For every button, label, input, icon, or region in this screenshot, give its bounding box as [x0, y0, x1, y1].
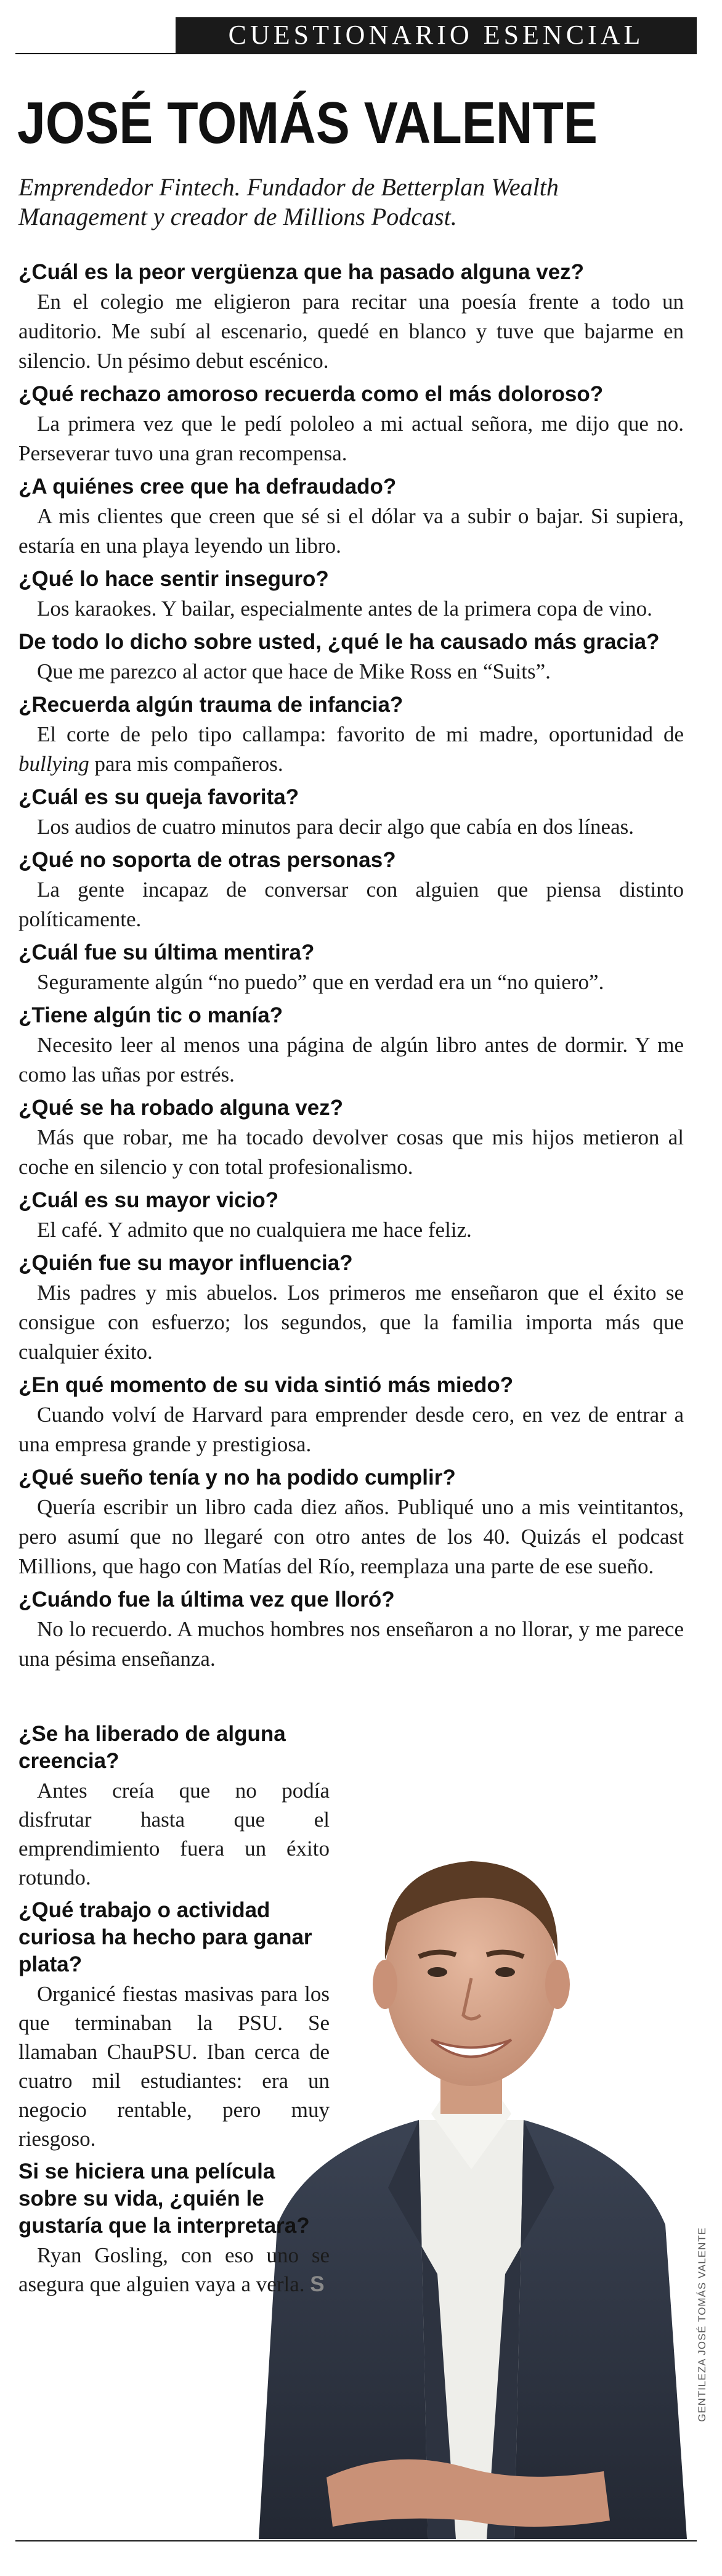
- interviewee-subtitle: Emprendedor Fintech. Fundador de Betterplan Wealth Management y creador de Millions Podcast.: [18, 173, 559, 230]
- interviewee-name: JOSÉ TOMÁS VALENTE: [17, 90, 598, 156]
- answer-tail: para mis compañeros.: [89, 752, 283, 776]
- question: ¿En qué momento de su vida sintió más miedo?: [18, 1373, 514, 1397]
- answer: Cuando volví de Harvard para emprender desde cero, en vez de entrar a una empresa grande y prestigiosa.: [18, 1403, 684, 1456]
- question: ¿Cuál es su queja favorita?: [18, 785, 299, 809]
- bottom-rule: [15, 2540, 697, 2541]
- answer-emphasis: bullying: [18, 752, 89, 776]
- answer: [18, 2241, 330, 2299]
- qa-main: [18, 259, 684, 1679]
- question: ¿Se ha liberado de alguna creencia?: [18, 1722, 286, 1773]
- question: Si se hiciera una película sobre su vida, ¿quién le gustaría que la interpretara?: [18, 2159, 310, 2238]
- answer: No lo recuerdo. A muchos hombres nos enseñaron a no llorar, y me parece una pésima enseñanza.: [18, 1617, 684, 1671]
- question: De todo lo dicho sobre usted, ¿qué le ha causado más gracia?: [18, 630, 660, 654]
- photo-credit: GENTILEZA JOSÉ TOMÁS VALENTE: [696, 2227, 708, 2422]
- answer: Necesito leer al menos una página de algún libro antes de dormir. Y me como las uñas por estrés.: [18, 1033, 684, 1086]
- answer: Organicé fiestas masivas para los que terminaban la PSU. Se llamaban ChauPSU. Iban cerca de cuatro mil estudiantes: era un negocio rentable, pero muy riesgoso.: [18, 1982, 330, 2151]
- answer: La gente incapaz de conversar con alguien que piensa distinto políticamente.: [18, 878, 684, 931]
- question: ¿Qué rechazo amoroso recuerda como el más doloroso?: [18, 382, 604, 406]
- answer: Los audios de cuatro minutos para decir algo que cabía en dos líneas.: [37, 815, 634, 839]
- answer: Los karaokes. Y bailar, especialmente antes de la primera copa de vino.: [37, 597, 652, 621]
- question: ¿Cuándo fue la última vez que lloró?: [18, 1588, 395, 1612]
- question: ¿Qué no soporta de otras personas?: [18, 848, 396, 872]
- answer-text: El corte de pelo tipo callampa: favorito de mi madre, oportunidad de: [37, 722, 684, 746]
- question: ¿A quiénes cree que ha defraudado?: [18, 475, 397, 499]
- answer: En el colegio me eligieron para recitar una poesía frente a todo un auditorio. Me subí al escenario, quedé en blanco y tuve que bajarme en silencio. Un pésimo debut escénico.: [18, 290, 684, 373]
- answer: El café. Y admito que no cualquiera me hace feliz.: [37, 1218, 472, 1242]
- question: ¿Qué trabajo o actividad curiosa ha hecho para ganar plata?: [18, 1898, 312, 1976]
- question: ¿Cuál es su mayor vicio?: [18, 1188, 279, 1212]
- question: ¿Tiene algún tic o manía?: [18, 1003, 283, 1027]
- answer: [18, 720, 684, 779]
- answer: Más que robar, me ha tocado devolver cosas que mis hijos metieron al coche en silencio y con total profesionalismo.: [18, 1125, 684, 1179]
- answer: Quería escribir un libro cada diez años. Publiqué uno a mis veintitantos, pero asumí que no llegaré con otro antes de los 40. Quizás el podcast Millions, que hago con Matías del Río, reemplaza una parte de ese sueño.: [18, 1495, 684, 1578]
- top-rule: [15, 53, 697, 54]
- answer: Que me parezco al actor que hace de Mike Ross en “Suits”.: [37, 659, 551, 683]
- section-header: CUESTIONARIO ESENCIAL: [176, 17, 697, 53]
- question: ¿Quién fue su mayor influencia?: [18, 1251, 353, 1275]
- answer: Mis padres y mis abuelos. Los primeros me enseñaron que el éxito se consigue con esfuerzo; los segundos, que la familia importa más que cualquier éxito.: [18, 1281, 684, 1364]
- answer: Antes creía que no podía disfrutar hasta que el emprendimiento fuera un éxito rotundo.: [18, 1779, 330, 1889]
- qa-lower: [18, 1721, 330, 2304]
- answer-text: Ryan Gosling, con eso uno se asegura que alguien vaya a verla.: [18, 2243, 330, 2296]
- question: ¿Qué lo hace sentir inseguro?: [18, 567, 329, 591]
- question: ¿Qué sueño tenía y no ha podido cumplir?: [18, 1465, 456, 1490]
- question: ¿Cuál es la peor vergüenza que ha pasado alguna vez?: [18, 260, 585, 284]
- answer: Seguramente algún “no puedo” que en verdad era un “no quiero”.: [37, 970, 604, 994]
- question: ¿Recuerda algún trauma de infancia?: [18, 693, 404, 717]
- answer: La primera vez que le pedí pololeo a mi actual señora, me dijo que no. Perseverar tuvo una gran recompensa.: [18, 412, 684, 465]
- question: ¿Cuál fue su última mentira?: [18, 940, 315, 964]
- question: ¿Qué se ha robado alguna vez?: [18, 1096, 344, 1120]
- answer: A mis clientes que creen que sé si el dólar va a subir o bajar. Si supiera, estaría en una playa leyendo un libro.: [18, 504, 684, 558]
- end-mark: S: [310, 2272, 325, 2296]
